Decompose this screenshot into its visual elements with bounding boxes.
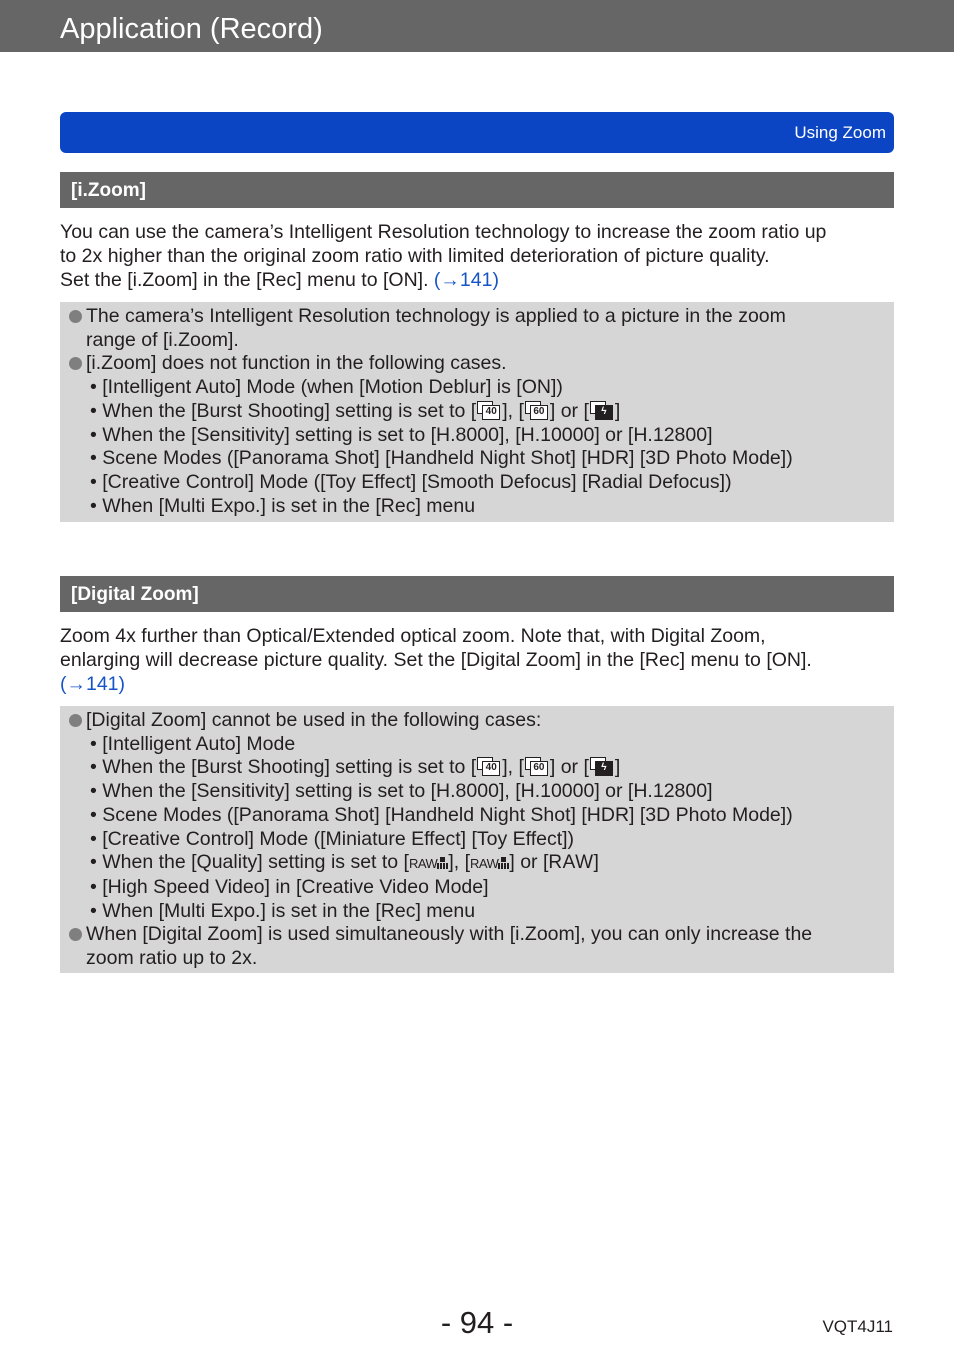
- digital-sub4: • Scene Modes ([Panorama Shot] [Handheld Night Shot] [HDR] [3D Photo Mode]): [90, 803, 793, 826]
- izoom-bullet1-line1: The camera’s Intelligent Resolution technology is applied to a picture in the zoom: [86, 305, 786, 327]
- izoom-sub2-prefix: • When the [Burst Shooting] setting is set to [: [90, 399, 477, 422]
- raw-icon: RAW: [548, 852, 594, 874]
- raw-fine-icon: RAW: [409, 856, 448, 871]
- digital-sub5: • [Creative Control] Mode ([Miniature Effect] [Toy Effect]): [90, 827, 575, 850]
- digital-zoom-description: [60, 624, 894, 696]
- digital-bullet2-line1: When [Digital Zoom] is used simultaneously with [i.Zoom], you can only increase the: [86, 923, 813, 946]
- digital-note-box: [60, 706, 894, 973]
- digital-sub1: • [Intelligent Auto] Mode: [90, 732, 296, 755]
- izoom-sub5: • [Creative Control] Mode ([Toy Effect] [Smooth Defocus] [Radial Defocus]): [90, 470, 732, 493]
- izoom-bullet2-text: [i.Zoom] does not function in the following cases.: [86, 352, 507, 375]
- digital-para-line2: enlarging will decrease picture quality. Set the [Digital Zoom] in the [Rec] menu to [ON].: [60, 649, 812, 671]
- section-tab: [60, 112, 894, 153]
- izoom-para-line2: to 2x higher than the original zoom ratio with limited deterioration of picture quality.: [60, 245, 770, 267]
- izoom-heading-text: [i.Zoom]: [71, 180, 146, 201]
- digital-para-line3: [60, 672, 894, 696]
- digital-sub8: • When [Multi Expo.] is set in the [Rec] menu: [90, 899, 476, 922]
- digital-sub6-end: ]: [593, 851, 599, 874]
- digital-bullet1-text: [Digital Zoom] cannot be used in the following cases:: [86, 709, 542, 731]
- digital-sub2: [60, 756, 894, 780]
- burst-flash-icon: ϟ: [590, 757, 614, 776]
- burst-60-icon: 60: [525, 401, 549, 420]
- digital-sub2-sep2: ] or [: [549, 756, 589, 779]
- izoom-heading: [60, 172, 894, 208]
- raw-standard-icon: RAW: [470, 856, 509, 871]
- page-title: Application (Record): [60, 13, 323, 45]
- page-number: - 94 -: [440, 1305, 514, 1340]
- digital-sub6-sep1: ], [: [448, 851, 471, 874]
- izoom-sub2-end: ]: [614, 399, 621, 422]
- izoom-note-bullet1: [60, 305, 894, 352]
- burst-flash-icon: ϟ: [590, 401, 614, 420]
- digital-sub2-end: ]: [614, 756, 621, 779]
- digital-sub3: • When the [Sensitivity] setting is set to [H.8000], [H.10000] or [H.12800]: [90, 780, 713, 803]
- izoom-sub6: • When [Multi Expo.] is set in the [Rec] menu: [90, 494, 476, 517]
- digital-sub6: [60, 851, 894, 876]
- bullet-dot-icon: [69, 714, 82, 727]
- burst-40-icon: 40: [477, 401, 501, 420]
- izoom-sub1: • [Intelligent Auto] Mode (when [Motion Deblur] is [ON]): [90, 376, 563, 399]
- izoom-bullet1-line2: range of [i.Zoom].: [86, 328, 239, 351]
- digital-bullet2-line2: zoom ratio up to 2x.: [86, 947, 258, 970]
- digital-sub6-prefix: • When the [Quality] setting is set to [: [90, 851, 409, 874]
- digital-zoom-heading: [60, 576, 894, 612]
- digital-sub2-sep1: ], [: [502, 756, 524, 779]
- burst-40-icon: 40: [477, 757, 501, 776]
- izoom-sub2-sep1: ], [: [502, 399, 524, 422]
- digital-sub7: • [High Speed Video] in [Creative Video Mode]: [90, 875, 489, 898]
- izoom-para-line3: [60, 268, 894, 292]
- bullet-dot-icon: [69, 357, 82, 370]
- izoom-note-box: [60, 302, 894, 522]
- izoom-para-text: Set the [i.Zoom] in the [Rec] menu to [ON].: [60, 269, 429, 291]
- bullet-dot-icon: [69, 928, 82, 941]
- digital-zoom-heading-text: [Digital Zoom]: [71, 584, 199, 605]
- model-code: VQT4J11: [822, 1317, 893, 1336]
- page-header: [0, 0, 954, 52]
- bullet-dot-icon: [69, 310, 82, 323]
- digital-note-bullet2: [60, 923, 894, 970]
- digital-para-line1: Zoom 4x further than Optical/Extended optical zoom. Note that, with Digital Zoom,: [60, 625, 766, 647]
- izoom-note-bullet2: [60, 352, 894, 376]
- izoom-sub2: [60, 400, 894, 424]
- izoom-sub4: • Scene Modes ([Panorama Shot] [Handheld Night Shot] [HDR] [3D Photo Mode]): [90, 447, 793, 470]
- digital-sub2-prefix: • When the [Burst Shooting] setting is set to [: [90, 756, 477, 779]
- izoom-sub2-sep2: ] or [: [549, 399, 589, 422]
- izoom-description: [60, 220, 894, 292]
- izoom-page-link[interactable]: (→141): [433, 269, 499, 291]
- digital-note-bullet1: [60, 709, 894, 733]
- digital-sub6-sep2: ] or [: [509, 851, 549, 874]
- section-tab-label: Using Zoom: [794, 123, 886, 142]
- izoom-sub3: • When the [Sensitivity] setting is set to [H.8000], [H.10000] or [H.12800]: [90, 423, 713, 446]
- burst-60-icon: 60: [525, 757, 549, 776]
- izoom-para-line1: You can use the camera’s Intelligent Resolution technology to increase the zoom ratio up: [60, 221, 827, 243]
- digital-page-link[interactable]: (→141): [60, 673, 126, 695]
